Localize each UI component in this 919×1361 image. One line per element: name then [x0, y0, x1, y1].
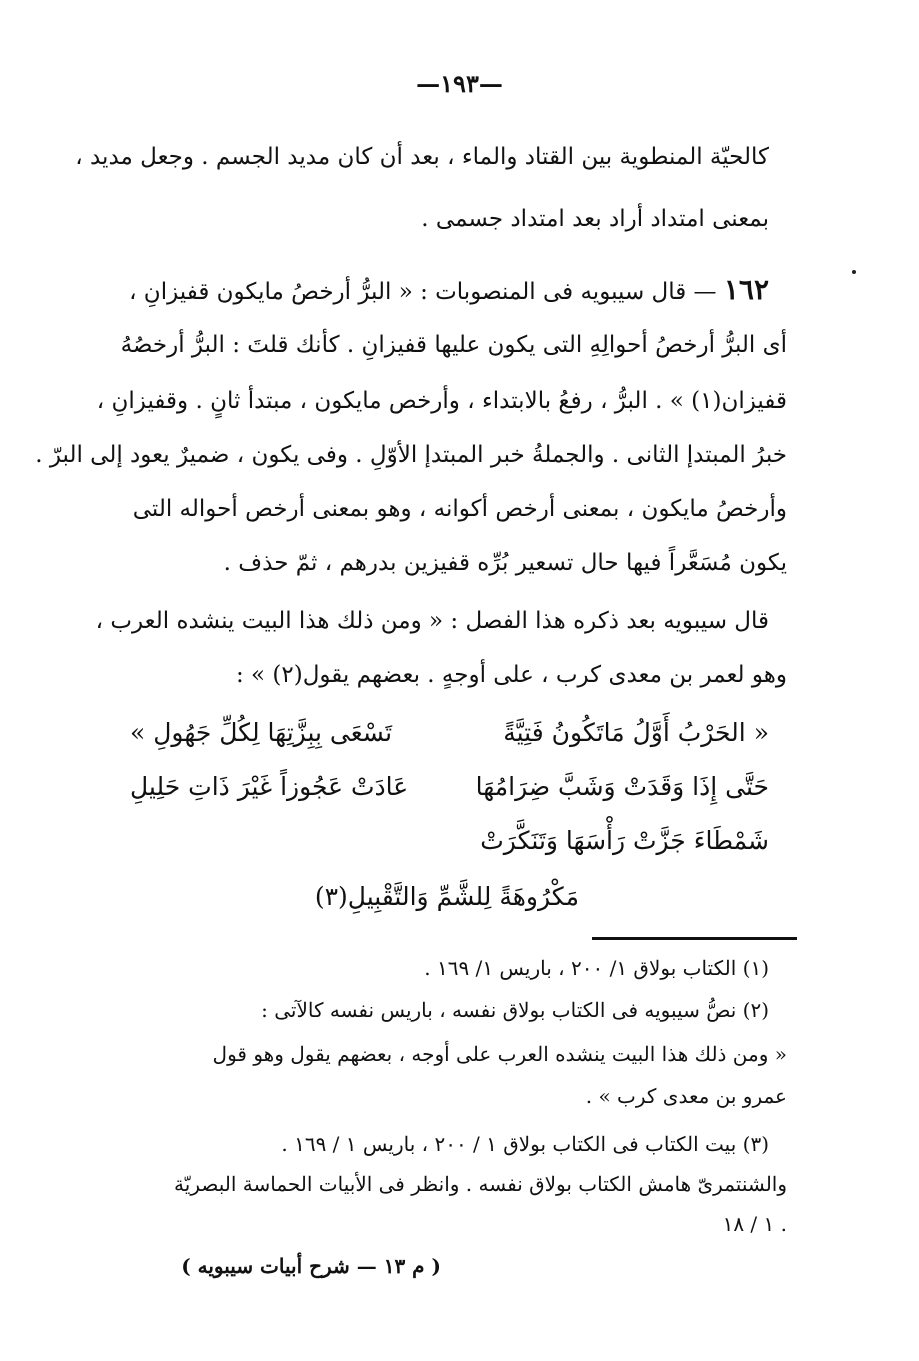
- verse-1-first-hemistich: « الحَرْبُ أَوَّلُ مَاتَكُونُ فَتِيَّةً: [503, 718, 769, 747]
- footnote-2: (٢) نصُّ سيبويه فى الكتاب بولاق نفسه ، باريس نفسه كالآتى :: [261, 998, 769, 1022]
- verse-1-second-hemistich: تَسْعَى بِبِزَّتِهَا لِكُلِّ جَهُولِ »: [130, 718, 393, 747]
- section-line-3: قفيزان(١) » . البرُّ ، رفعُ بالابتداء ، وأرخص مايكون ، مبتدأ ثانٍ . وقفيزانِ ،: [96, 388, 787, 414]
- verse-3-first-hemistich: شَمْطَاءَ جَزَّتْ رَأْسَهَا وَتَنَكَّرَتْ: [480, 826, 769, 855]
- section-number: ١٦٢: [723, 273, 769, 306]
- page-number: —١٩٣—: [416, 69, 503, 98]
- footnote-2-quote-line-2: عمرو بن معدى كرب » .: [585, 1084, 787, 1108]
- footnote-3-line-3: ١ / ١٨ .: [722, 1212, 787, 1236]
- footnote-3-line-2: والشنتمرىّ هامش الكتاب بولاق نفسه . وانظر فى الأبيات الحماسة البصريّة: [174, 1172, 787, 1196]
- section-line-6: يكون مُسَعَّراً فيها حال تسعير بُرِّه قفيزين بدرهم ، ثمّ حذف .: [223, 550, 787, 576]
- paragraph-3-line-1: قال سيبويه بعد ذكره هذا الفصل : « ومن ذلك هذا البيت ينشده العرب ،: [95, 608, 769, 634]
- page-speck: [852, 270, 856, 274]
- section-162-heading: [129, 273, 769, 306]
- paragraph-1-line-1: كالحيّة المنطوية بين القتاد والماء ، بعد أن كان مديد الجسم . وجعل مديد ،: [75, 144, 769, 170]
- verse-2-first-hemistich: حَتَّى إِذَا وَقَدَتْ وَشَبَّ ضِرَامُهَا: [475, 772, 769, 801]
- paragraph-3-line-2: وهو لعمر بن معدى كرب ، على أوجهٍ . بعضهم يقول(٢) » :: [235, 662, 787, 688]
- section-line-1: — قال سيبويه فى المنصوبات : « البرُّ أرخصُ مايكون قفيزانِ ،: [129, 279, 717, 305]
- footnote-1: (١) الكتاب بولاق ١/ ٢٠٠ ، باريس ١/ ١٦٩ .: [424, 956, 769, 980]
- paragraph-1-line-2: بمعنى امتداد أراد بعد امتداد جسمى .: [421, 206, 769, 232]
- footnote-separator: [592, 937, 797, 940]
- footnote-3: (٣) بيت الكتاب فى الكتاب بولاق ١ / ٢٠٠ ، باريس ١ / ١٦٩ .: [281, 1132, 769, 1156]
- section-line-2: أى البرُّ أرخصُ أحوالِهِ التى يكون عليها قفيزانِ . كأنك قلتَ : البرُّ أرخصُهُ: [120, 332, 787, 358]
- footnote-2-quote-line-1: « ومن ذلك هذا البيت ينشده العرب على أوجه ، بعضهم يقول وهو قول: [212, 1042, 787, 1066]
- section-line-4: خبرُ المبتدإ الثانى . والجملةُ خبر المبتدإ الأوّلِ . وفى يكون ، ضميرٌ يعود إلى البرّ .: [35, 442, 787, 468]
- verse-4-hemistich: مَكْرُوهَةً لِلشَّمِّ وَالتَّقْبِيلِ(٣): [314, 882, 579, 911]
- verse-2-second-hemistich: عَادَتْ عَجُوزاً غَيْرَ ذَاتِ حَلِيلِ: [130, 772, 409, 801]
- section-line-5: وأرخصُ مايكون ، بمعنى أرخص أكوانه ، وهو بمعنى أرخص أحواله التى: [132, 496, 787, 522]
- signature-mark: ( م ١٣ — شرح أبيات سيبويه ): [181, 1254, 441, 1278]
